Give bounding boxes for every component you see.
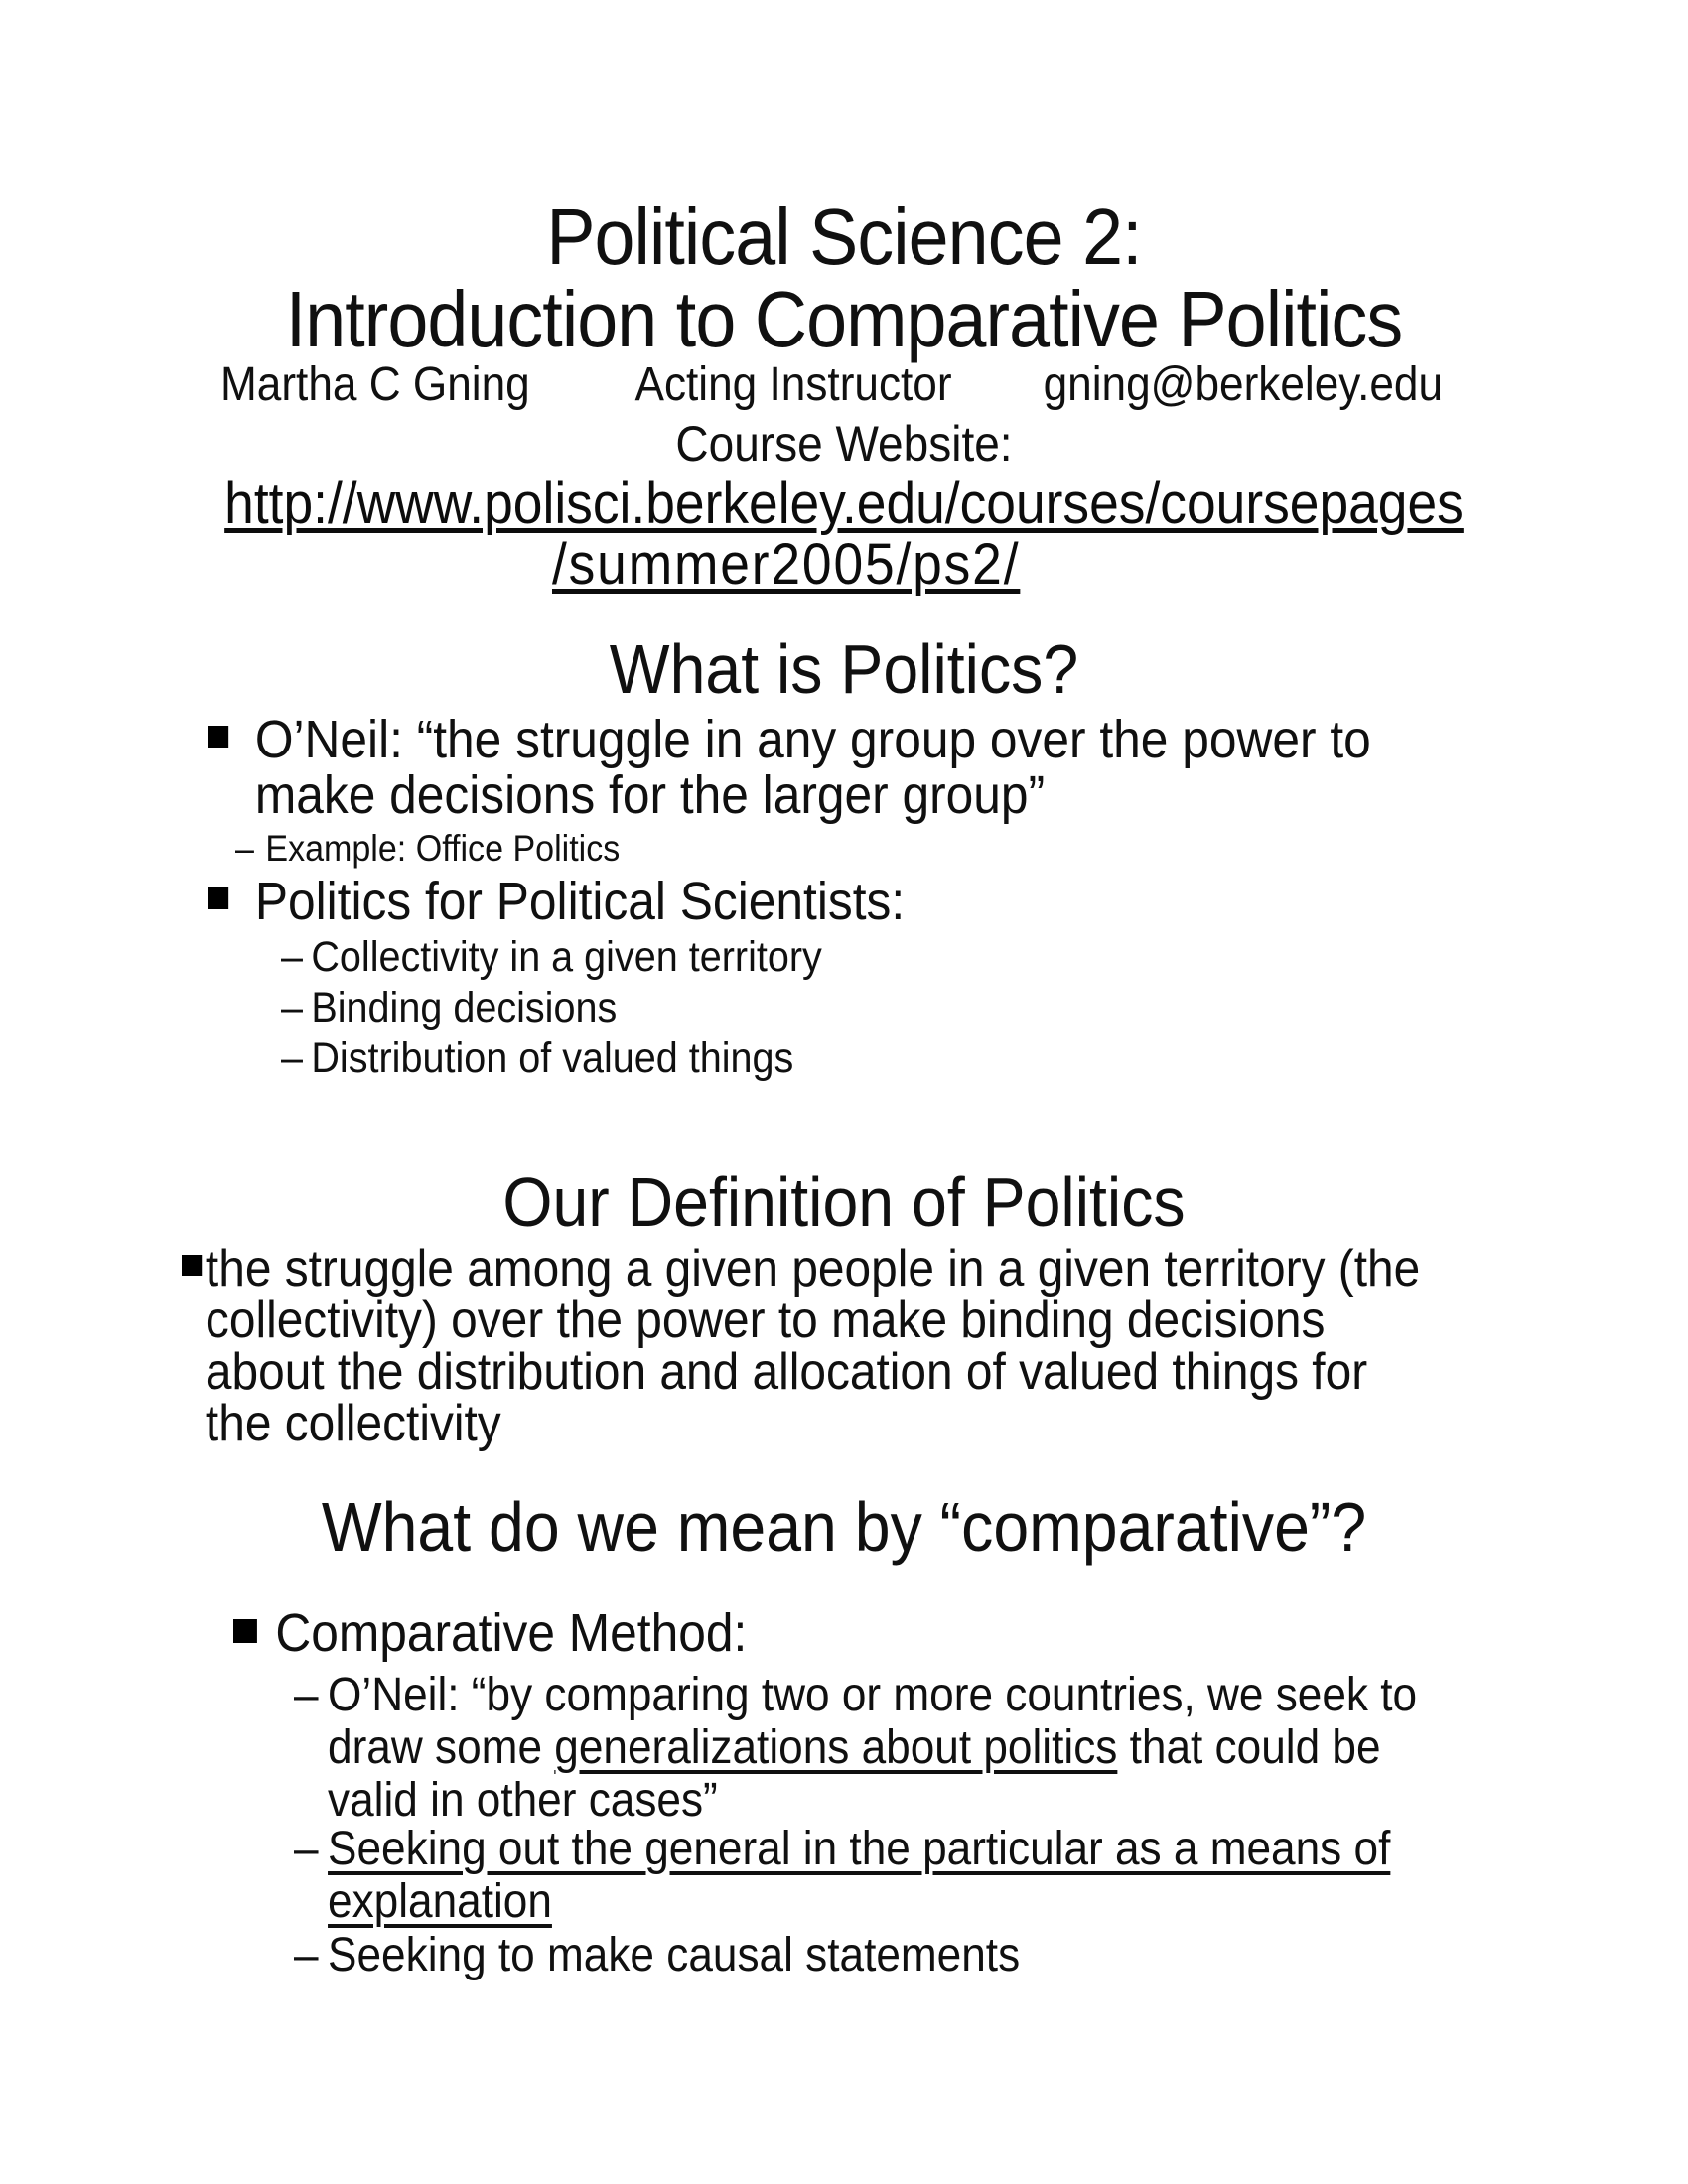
instructor-email: gning@berkeley.edu (1043, 358, 1444, 411)
square-bullet-icon (208, 726, 228, 748)
section-heading-comparative: What do we mean by “comparative”? (321, 1488, 1367, 1566)
underlined-text-segment: generalizations about politics (554, 1721, 1118, 1774)
bullet-text-line: make decisions for the larger group” (254, 765, 1046, 825)
bullet-item-politics-for-scientists (208, 874, 905, 929)
sub-bullet-distribution (281, 1033, 793, 1084)
dash-bullet-icon: – (281, 1034, 304, 1082)
underlined-text-line: Seeking out the general in the particular as a means of (328, 1823, 1391, 1875)
sub-bullet-example (235, 827, 620, 871)
byline (220, 360, 1443, 410)
bullet-text-line: collectivity) over the power to make binding decisions (205, 1292, 1326, 1349)
sub-bullet-text-line (328, 1721, 1417, 1774)
dash-bullet-icon: – (281, 984, 304, 1031)
section-heading-our-definition: Our Definition of Politics (502, 1163, 1186, 1241)
dash-bullet-icon: – (235, 828, 254, 869)
course-website-label: Course Website: (675, 416, 1013, 472)
bullet-text-line: the struggle among a given people in a given territory (the (205, 1240, 1421, 1297)
text-segment: that could be (1117, 1721, 1381, 1774)
bullet-text: Comparative Method: (275, 1603, 748, 1663)
sub-bullet-text: Seeking to make causal statements (328, 1929, 1021, 1981)
square-bullet-icon (182, 1255, 202, 1276)
dash-bullet-icon: – (294, 1823, 319, 1875)
instructor-name: Martha C Gning (220, 358, 530, 411)
bullet-text (205, 1240, 1421, 1452)
text-segment: draw some (328, 1721, 555, 1774)
bullet-text-line: the collectivity (205, 1395, 501, 1452)
dash-bullet-icon: – (281, 933, 304, 981)
sub-bullet-causal-statements (294, 1929, 1020, 1981)
sub-bullet-text: Binding decisions (311, 984, 618, 1031)
course-title-line2: Introduction to Comparative Politics (285, 275, 1403, 363)
bullet-item-comparative-method (233, 1605, 747, 1661)
sub-bullet-text (328, 1669, 1417, 1827)
bullet-item-oneil-definition (208, 712, 1371, 823)
sub-bullet-text-line: valid in other cases” (328, 1774, 718, 1827)
sub-bullet-collectivity (281, 932, 822, 983)
instructor-role: Acting Instructor (634, 358, 952, 411)
underlined-text-line: explanation (328, 1875, 552, 1928)
sub-bullet-text: Distribution of valued things (311, 1034, 794, 1082)
course-website-url-line2[interactable]: /summer2005/ps2/ (552, 532, 1021, 597)
sub-bullet-text (328, 1823, 1390, 1928)
square-bullet-icon (233, 1619, 257, 1643)
bullet-text-line: about the distribution and allocation of valued things for (205, 1343, 1368, 1401)
sub-bullet-oneil-comparing (294, 1669, 1417, 1827)
bullet-item-our-definition (182, 1240, 1421, 1452)
sub-bullet-seeking-general (294, 1823, 1390, 1928)
sub-bullet-text: Example: Office Politics (265, 828, 621, 869)
bullet-text-line: O’Neil: “the struggle in any group over the power to (254, 710, 1371, 769)
bullet-text: Politics for Political Scientists: (254, 872, 906, 931)
section-heading-what-is-politics: What is Politics? (609, 630, 1079, 708)
course-website-url-line1[interactable]: http://www.polisci.berkeley.edu/courses/coursepages (224, 472, 1464, 536)
square-bullet-icon (208, 887, 228, 909)
dash-bullet-icon: – (294, 1669, 319, 1721)
sub-bullet-text-line: O’Neil: “by comparing two or more countries, we seek to (328, 1669, 1418, 1721)
dash-bullet-icon: – (294, 1929, 319, 1981)
course-title-line1: Political Science 2: (546, 193, 1142, 281)
sub-bullet-text: Collectivity in a given territory (311, 933, 822, 981)
bullet-text (255, 712, 1371, 823)
sub-bullet-binding (281, 983, 617, 1033)
